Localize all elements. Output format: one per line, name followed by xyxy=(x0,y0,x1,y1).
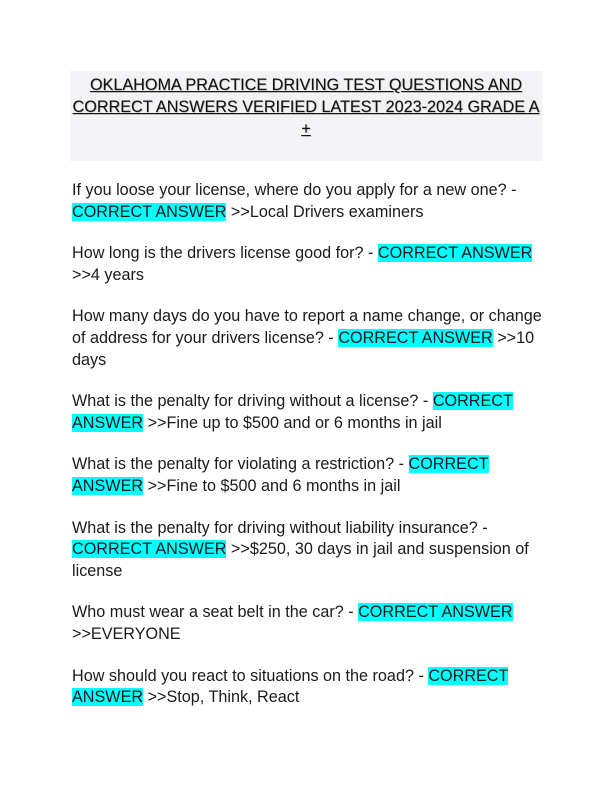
question-text: How many days do you have to report a name change, or change of address for your drivers license? - xyxy=(72,307,542,347)
question-text: What is the penalty for driving without liability insurance? - xyxy=(72,518,488,537)
correct-answer-marker: CORRECT ANSWER xyxy=(338,328,493,347)
qa-item xyxy=(72,518,542,583)
answer-text: >>Fine to $500 and 6 months in jail xyxy=(147,476,401,495)
qa-item xyxy=(72,391,542,434)
document-title xyxy=(70,71,542,140)
title-line-1: OKLAHOMA PRACTICE DRIVING TEST QUESTIONS AND xyxy=(89,76,523,94)
qa-list xyxy=(72,180,542,729)
answer-text: >>4 years xyxy=(72,265,144,284)
question-text: How long is the drivers license good for? - xyxy=(72,244,374,263)
question-text: What is the penalty for violating a restriction? - xyxy=(72,455,404,474)
title-line-3: + xyxy=(301,120,311,138)
question-text: What is the penalty for driving without a license? - xyxy=(72,392,429,411)
question-text: Who must wear a seat belt in the car? - xyxy=(72,603,354,622)
qa-item xyxy=(72,602,542,645)
qa-item xyxy=(72,243,542,286)
answer-text: >>10 days xyxy=(72,328,535,369)
qa-item xyxy=(72,180,542,223)
correct-answer-marker: CORRECT ANSWER xyxy=(72,666,509,707)
answer-text: >>Local Drivers examiners xyxy=(230,202,424,221)
title-banner xyxy=(70,71,542,161)
correct-answer-marker: CORRECT ANSWER xyxy=(72,202,227,221)
answer-text: >>Stop, Think, React xyxy=(147,688,300,707)
correct-answer-marker: CORRECT ANSWER xyxy=(72,392,513,432)
correct-answer-marker: CORRECT ANSWER xyxy=(72,540,227,559)
answer-text: >>$250, 30 days in jail and suspension of license xyxy=(72,540,529,580)
qa-item xyxy=(72,306,542,371)
correct-answer-marker: CORRECT ANSWER xyxy=(377,244,533,263)
qa-item xyxy=(72,666,542,709)
title-line-2: CORRECT ANSWERS VERIFIED LATEST 2023-2024 GRADE A xyxy=(72,98,540,116)
answer-text: >>Fine up to $500 and or 6 months in jail xyxy=(147,413,442,432)
answer-text: >>EVERYONE xyxy=(72,624,181,643)
qa-item xyxy=(72,454,542,497)
correct-answer-marker: CORRECT ANSWER xyxy=(72,455,489,495)
question-text: How should you react to situations on the road? - xyxy=(72,666,424,685)
correct-answer-marker: CORRECT ANSWER xyxy=(358,603,513,622)
question-text: If you loose your license, where do you apply for a new one? - xyxy=(72,181,517,199)
